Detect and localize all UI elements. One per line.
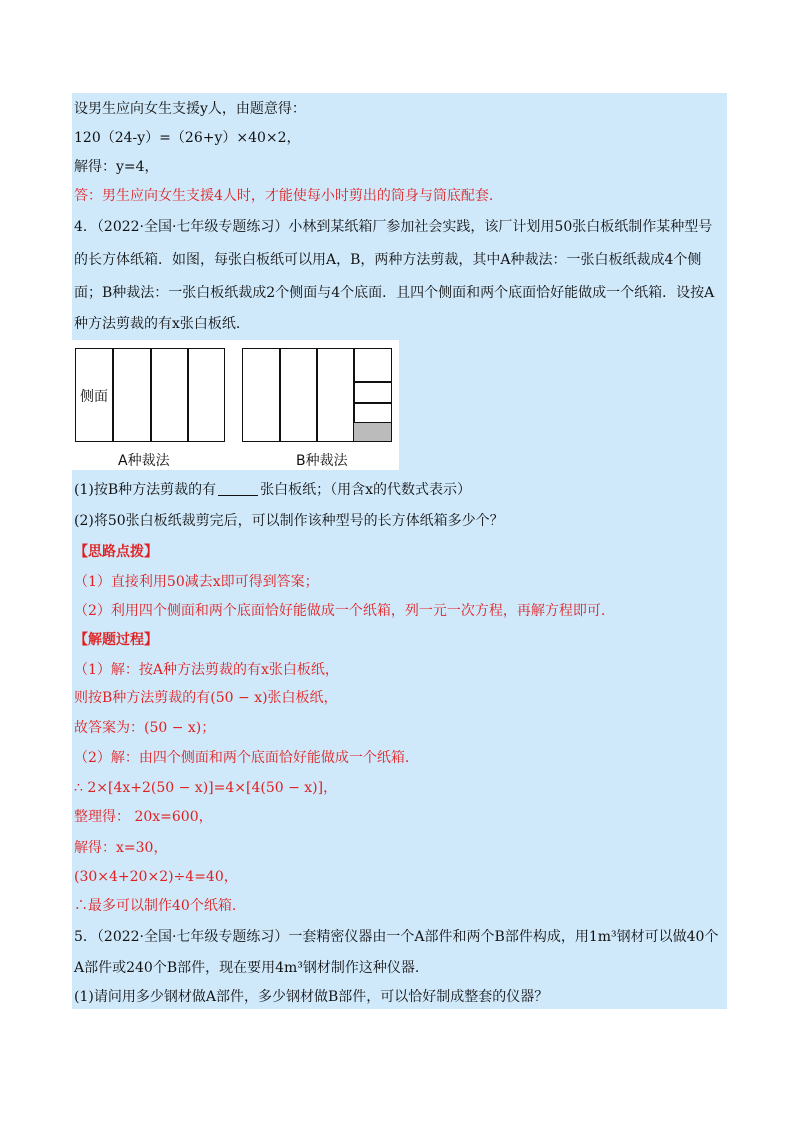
- answer-blank: [218, 481, 258, 496]
- sub-question-1-text: 张白板纸；（用含x的代数式表示）: [260, 482, 472, 498]
- solution-line: (30×4+20×2)÷4=40，: [74, 869, 238, 885]
- answer-line: 答：男生应向女生支援4人时，才能使每小时剪出的筒身与筒底配套.: [74, 188, 494, 204]
- hint-line: （2）利用四个侧面和两个底面恰好能做成一个纸箱，列一元一次方程，再解方程即可.: [74, 603, 606, 619]
- question-5-text: A部件或240个B部件，现在要用4m³钢材制作这种仪器.: [74, 960, 420, 976]
- divider-line: [112, 348, 114, 442]
- solution-line: （2）解：由四个侧面和两个底面恰好能做成一个纸箱.: [74, 750, 410, 766]
- question-4-text: 种方法剪裁的有x张白板纸.: [74, 316, 241, 332]
- question-5-heading: 5．（2022·全国·七年级专题练习）一套精密仪器由一个A部件和两个B部件构成，用1m³钢材可以做40个: [74, 929, 719, 945]
- equation-line: 120（24-y）=（26+y）×40×2，: [74, 130, 301, 146]
- sub-question-2: (2)将50张白板纸裁剪完后，可以制作该种型号的长方体纸箱多少个？: [74, 513, 504, 529]
- shaded-bottom-piece: [354, 423, 391, 441]
- divider-line: [353, 381, 391, 383]
- solution-line: 故答案为：(50 − x)；: [74, 720, 216, 736]
- solution-title: 【解题过程】: [74, 632, 158, 648]
- solution-answer: ∴最多可以制作40个纸箱.: [74, 898, 237, 914]
- solution-line: 解得：x=30，: [74, 840, 168, 856]
- solution-line: 整理得： 20x=600，: [74, 809, 213, 825]
- divider-line: [279, 348, 281, 442]
- method-b-caption: B种裁法: [296, 453, 348, 469]
- question-4-heading: 4．（2022·全国·七年级专题练习）小林到某纸箱厂参加社会实践，该厂计划用50张白板纸制作某种型号: [74, 219, 713, 235]
- question-5-sub-1: (1)请问用多少钢材做A部件，多少钢材做B部件，可以恰好制成整套的仪器？: [74, 989, 549, 1005]
- divider-line: [353, 402, 391, 404]
- divider-line: [150, 348, 152, 442]
- side-face-label: 侧面: [80, 389, 108, 405]
- method-a-caption: A种裁法: [118, 453, 170, 469]
- solution-line: （1）解：按A种方法剪裁的有x张白板纸，: [74, 662, 339, 678]
- hint-title: 【思路点拨】: [74, 544, 158, 560]
- hint-line: （1）直接利用50减去x即可得到答案；: [74, 574, 319, 590]
- cutting-method-figure: [72, 340, 399, 470]
- question-4-text: 面；B种裁法：一张白板纸裁成2个侧面与4个底面．且四个侧面和两个底面恰好能做成一个纸箱．设按A: [74, 285, 715, 301]
- solution-equation: ∴ 2×[4x+2(50 − x)]=4×[4(50 − x)]，: [74, 780, 338, 796]
- text-line: 设男生应向女生支援y人，由题意得：: [74, 101, 306, 117]
- text-line: 解得：y=4，: [74, 159, 159, 175]
- sub-question-1: [74, 480, 471, 500]
- question-4-text: 的长方体纸箱．如图，每张白板纸可以用A，B，两种方法剪裁，其中A种裁法：一张白板纸裁成4个侧: [74, 252, 702, 268]
- divider-line: [316, 348, 318, 442]
- solution-line: 则按B种方法剪裁的有(50 − x)张白板纸，: [74, 690, 338, 706]
- divider-line: [187, 348, 189, 442]
- sub-question-1-text: (1)按B种方法剪裁的有: [74, 482, 217, 498]
